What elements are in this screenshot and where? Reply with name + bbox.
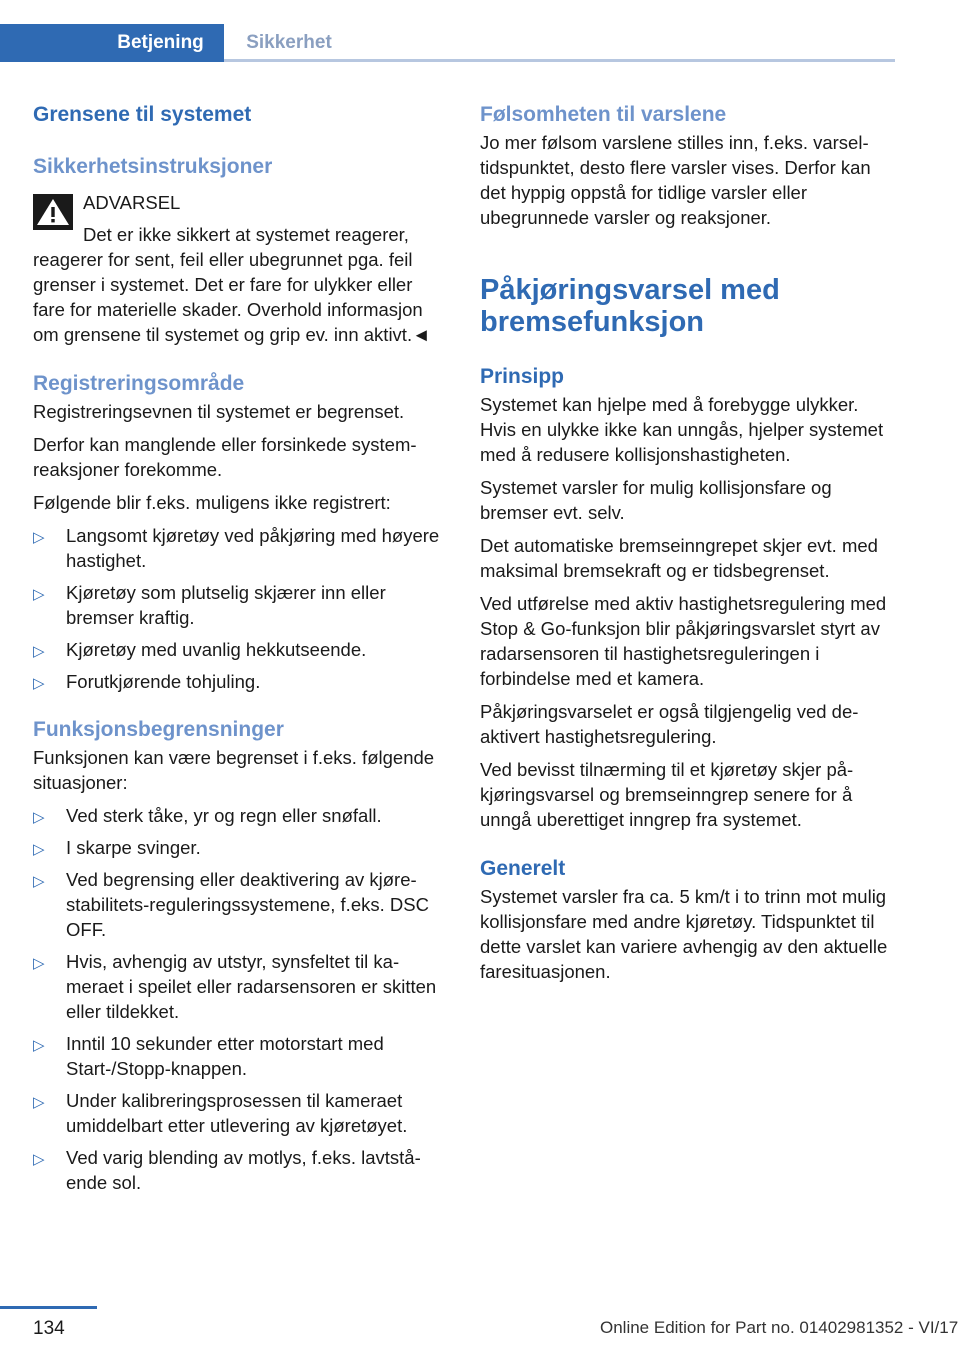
triangle-bullet-icon: ▷ (33, 841, 45, 858)
triangle-bullet-icon: ▷ (33, 643, 45, 660)
list-item: ▷ Forutkjørende tohjuling. (33, 669, 448, 694)
list-item: ▷ Under kalibreringsprosessen til kameraet umiddelbart etter utlevering av kjøretøyet. (33, 1090, 408, 1136)
list-item: ▷ Langsomt kjøretøy ved påkjøring med høyere hastighet. (33, 525, 440, 571)
paragraph: Følgende blir f.eks. muligens ikke registrert: (33, 492, 391, 513)
right-column (480, 100, 896, 984)
list-item: ▷ I skarpe svinger. (33, 835, 448, 860)
page-number: 134 (33, 1318, 65, 1339)
list-item: ▷ Ved begrensing eller deaktivering av kjørestabilitets-reguleringssystemene, f.eks. DSC OFF. (33, 869, 429, 940)
warning-title: ADVARSEL (83, 192, 181, 213)
heading-folsomheten: Følsomheten til varslene (480, 103, 727, 126)
left-column (33, 100, 448, 1202)
paragraph: Funksjonen kan være begrenset i f.eks. følgende situasjoner: (33, 747, 435, 793)
paragraph: Registreringsevnen til systemet er begrenset. (33, 401, 405, 422)
heading-generelt: Generelt (480, 857, 566, 880)
paragraph: Ved bevisst tilnærming til et kjøretøy skjer påkjøringsvarsel og bremseinngrep senere for å unngå uberettiget inngrep fra systemet. (480, 759, 854, 830)
limitations-list (33, 803, 448, 1195)
heading-registreringsomrade: Registreringsområde (33, 372, 245, 395)
heading-sikkerhetsinstruksjoner: Sikkerhetsinstruksjoner (33, 155, 273, 178)
heading-pakjoringsvarsel: Påkjøringsvarsel med bremsefunksjon (480, 274, 780, 338)
triangle-bullet-icon: ▷ (33, 1151, 45, 1168)
edition-note: Online Edition for Part no. 01402981352 - VI/17 (600, 1318, 959, 1337)
triangle-bullet-icon: ▷ (33, 675, 45, 692)
tab-sikkerhet[interactable]: Sikkerhet (246, 32, 332, 53)
list-item: ▷ Inntil 10 sekunder etter motorstart med Start-/Stopp-knappen. (33, 1033, 384, 1079)
triangle-bullet-icon: ▷ (33, 529, 45, 546)
paragraph: Derfor kan manglende eller forsinkede systemreaksjoner forekomme. (33, 434, 417, 480)
registration-list (33, 523, 448, 694)
paragraph: Systemet varsler fra ca. 5 km/t i to trinn mot mulig kollisjonsfare med andre kjøretøy. Tidspunktet til dette varslet kan variere avhengig av den aktuelle faresituasjonen. (480, 886, 888, 982)
paragraph: Systemet kan hjelpe med å forebygge ulykker. Hvis en ulykke ikke kan unngås, hjelper systemet med å redusere kollisjonshastigheten. (480, 394, 884, 465)
warning-block (33, 190, 448, 347)
footer-accent-line (0, 1306, 97, 1309)
list-item: ▷ Kjøretøy med uvanlig hekkutseende. (33, 637, 448, 662)
paragraph: Ved utførelse med aktiv hastighetsregulering med Stop & Go-funksjon blir påkjøringsvarslet styrt av radarsensoren til hastighetsreguleringen i forbindelse med et kamera. (480, 593, 887, 689)
paragraph: Jo mer følsom varslene stilles inn, f.eks. varseltidspunktet, desto flere varsler vises. Derfor kan det hyppig oppstå for tidlige varsler eller ubegrunnede varsler og reaksjoner. (480, 132, 871, 228)
triangle-bullet-icon: ▷ (33, 1094, 45, 1111)
heading-prinsipp: Prinsipp (480, 365, 565, 388)
paragraph: Systemet varsler for mulig kollisjonsfare og bremser evt. selv. (480, 477, 832, 523)
header-divider (224, 59, 895, 62)
warning-text: Det er ikke sikkert at systemet reagerer, reagerer for sent, feil eller ubegrunnet pga. feil grenser i systemet. Det er fare for ulykker eller fare for materielle skader. Overhold informasjon om grensene til systemet og grip ev. inn aktivt.◄ (33, 224, 431, 345)
triangle-bullet-icon: ▷ (33, 1037, 45, 1054)
triangle-bullet-icon: ▷ (33, 873, 45, 890)
heading-funksjonsbegrensninger: Funksjonsbegrensninger (33, 718, 284, 741)
triangle-bullet-icon: ▷ (33, 809, 45, 826)
header-bar (0, 0, 895, 62)
list-item: ▷ Ved sterk tåke, yr og regn eller snøfall. (33, 803, 448, 828)
list-item: ▷ Kjøretøy som plutselig skjærer inn eller bremser kraftig. (33, 582, 386, 628)
warning-triangle-icon (33, 194, 73, 230)
header-left-fill (0, 24, 97, 62)
paragraph: Det automatiske bremseinngrepet skjer evt. med maksimal bremsekraft og er tidsbegrenset. (480, 535, 878, 581)
triangle-bullet-icon: ▷ (33, 586, 45, 603)
tab-betjening[interactable]: Betjening (97, 24, 224, 62)
list-item: ▷ Hvis, avhengig av utstyr, synsfeltet til kameraet i speilet eller radarsensoren er skitten eller tildekket. (33, 951, 437, 1022)
heading-grensene: Grensene til systemet (33, 103, 252, 126)
triangle-bullet-icon: ▷ (33, 955, 45, 972)
list-item: ▷ Ved varig blending av motlys, f.eks. lavtstående sol. (33, 1147, 421, 1193)
paragraph: Påkjøringsvarselet er også tilgjengelig ved deaktivert hastighetsregulering. (480, 701, 859, 747)
